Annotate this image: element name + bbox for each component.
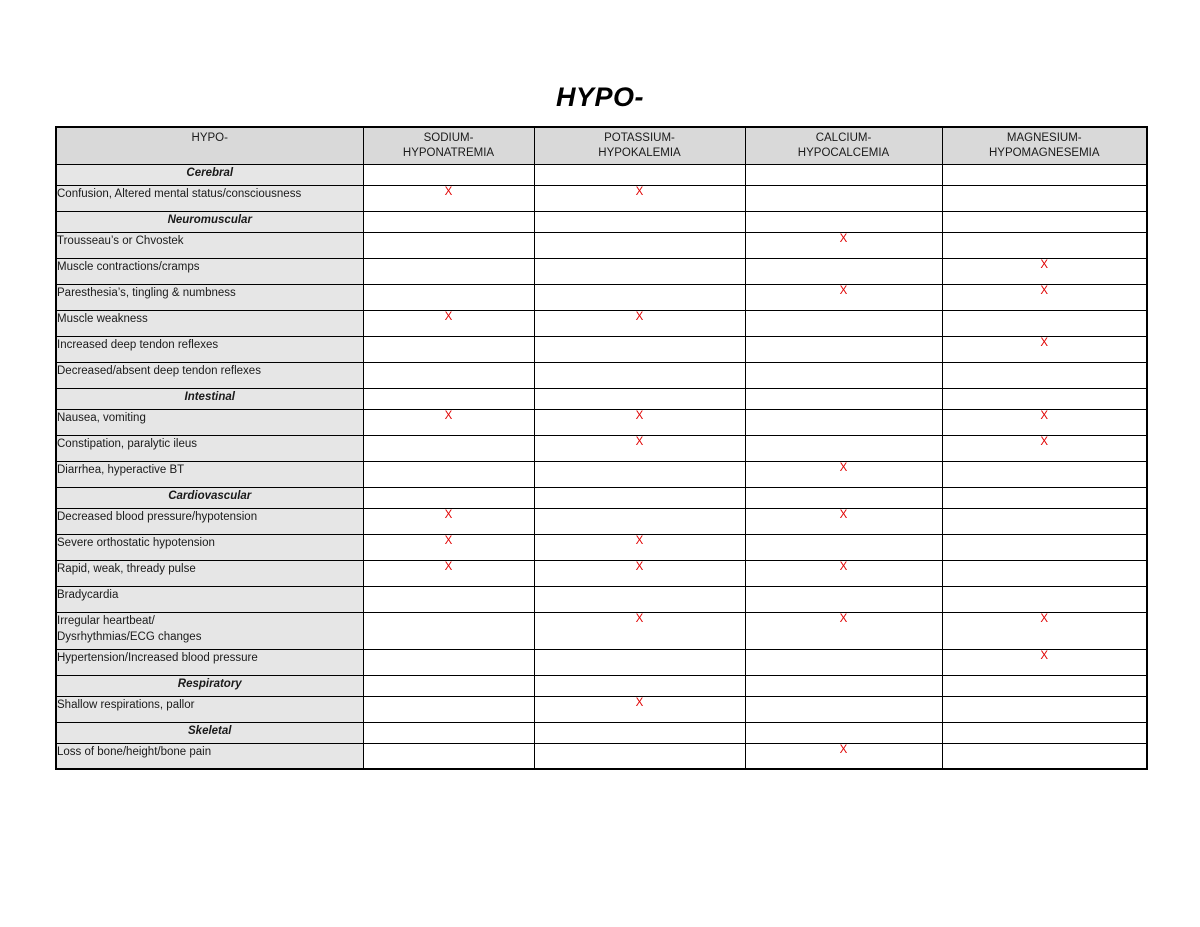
empty-cell	[942, 487, 1147, 508]
symptom-label-line: Dysrhythmias/ECG changes	[57, 630, 202, 643]
empty-cell	[745, 388, 942, 409]
empty-cell	[363, 284, 534, 310]
table-row	[56, 696, 1147, 722]
section-label: Cardiovascular	[56, 487, 363, 508]
symptom-label: Trousseau’s or Chvostek	[56, 232, 363, 258]
empty-cell	[534, 258, 745, 284]
x-mark: X	[745, 284, 942, 310]
empty-cell	[942, 586, 1147, 612]
empty-cell	[745, 310, 942, 336]
empty-cell	[745, 435, 942, 461]
empty-cell	[745, 487, 942, 508]
section-label: Skeletal	[56, 722, 363, 743]
symptom-label-line: Irregular heartbeat/	[57, 614, 155, 627]
x-mark: X	[745, 612, 942, 649]
header-cell-calcium	[745, 127, 942, 164]
empty-cell	[942, 675, 1147, 696]
empty-cell	[745, 675, 942, 696]
symptom-label: Increased deep tendon reflexes	[56, 336, 363, 362]
table-row	[56, 185, 1147, 211]
empty-cell	[363, 675, 534, 696]
header-line: SODIUM-	[423, 132, 474, 144]
table-row	[56, 612, 1147, 649]
header-line: HYPOCALCEMIA	[797, 147, 890, 159]
empty-cell	[745, 649, 942, 675]
empty-cell	[363, 649, 534, 675]
section-label: Respiratory	[56, 675, 363, 696]
symptom-label: Muscle contractions/cramps	[56, 258, 363, 284]
x-mark: X	[745, 232, 942, 258]
empty-cell	[534, 362, 745, 388]
empty-cell	[745, 211, 942, 232]
empty-cell	[942, 232, 1147, 258]
symptom-label	[56, 612, 363, 649]
x-mark: X	[942, 435, 1147, 461]
header-cell-magnesium	[942, 127, 1147, 164]
empty-cell	[363, 435, 534, 461]
table-row	[56, 534, 1147, 560]
x-mark: X	[745, 560, 942, 586]
x-mark: X	[534, 310, 745, 336]
empty-cell	[534, 388, 745, 409]
symptom-label: Constipation, paralytic ileus	[56, 435, 363, 461]
empty-cell	[363, 743, 534, 769]
empty-cell	[363, 232, 534, 258]
x-mark: X	[942, 649, 1147, 675]
empty-cell	[363, 461, 534, 487]
table-row	[56, 461, 1147, 487]
x-mark: X	[534, 534, 745, 560]
empty-cell	[363, 388, 534, 409]
empty-cell	[942, 534, 1147, 560]
x-mark: X	[534, 612, 745, 649]
table-row	[56, 362, 1147, 388]
page-title: HYPO-	[555, 82, 644, 112]
x-mark: X	[534, 435, 745, 461]
table-row	[56, 743, 1147, 769]
table-row	[56, 232, 1147, 258]
electrolyte-symptom-table	[55, 126, 1148, 770]
empty-cell	[363, 612, 534, 649]
header-line: HYPOMAGNESEMIA	[988, 147, 1100, 159]
x-mark: X	[363, 560, 534, 586]
x-mark: X	[942, 284, 1147, 310]
section-row	[56, 211, 1147, 232]
empty-cell	[363, 487, 534, 508]
header-line: MAGNESIUM-	[1006, 132, 1082, 144]
empty-cell	[745, 258, 942, 284]
section-row	[56, 722, 1147, 743]
empty-cell	[745, 336, 942, 362]
symptom-label: Muscle weakness	[56, 310, 363, 336]
empty-cell	[942, 743, 1147, 769]
x-mark: X	[363, 508, 534, 534]
empty-cell	[363, 211, 534, 232]
empty-cell	[534, 336, 745, 362]
table-header-row	[56, 127, 1147, 164]
table-body	[56, 164, 1147, 769]
header-line: CALCIUM-	[815, 132, 872, 144]
x-mark: X	[745, 461, 942, 487]
x-mark: X	[363, 310, 534, 336]
table-row	[56, 336, 1147, 362]
empty-cell	[534, 743, 745, 769]
x-mark: X	[363, 409, 534, 435]
empty-cell	[363, 586, 534, 612]
x-mark: X	[363, 185, 534, 211]
symptom-label: Shallow respirations, pallor	[56, 696, 363, 722]
x-mark: X	[942, 409, 1147, 435]
empty-cell	[534, 649, 745, 675]
empty-cell	[745, 185, 942, 211]
x-mark: X	[363, 534, 534, 560]
empty-cell	[745, 534, 942, 560]
table-row	[56, 284, 1147, 310]
empty-cell	[534, 211, 745, 232]
table-row	[56, 508, 1147, 534]
empty-cell	[942, 211, 1147, 232]
section-label: Neuromuscular	[56, 211, 363, 232]
table-row	[56, 409, 1147, 435]
header-line: HYPO-	[191, 132, 228, 144]
section-label: Intestinal	[56, 388, 363, 409]
empty-cell	[534, 164, 745, 185]
table-row	[56, 560, 1147, 586]
table-row	[56, 586, 1147, 612]
header-cell-category	[56, 127, 363, 164]
empty-cell	[534, 487, 745, 508]
section-row	[56, 487, 1147, 508]
empty-cell	[363, 696, 534, 722]
empty-cell	[942, 722, 1147, 743]
symptom-label: Loss of bone/height/bone pain	[56, 743, 363, 769]
empty-cell	[363, 164, 534, 185]
empty-cell	[534, 675, 745, 696]
header-cell-potassium	[534, 127, 745, 164]
empty-cell	[942, 310, 1147, 336]
symptom-label: Severe orthostatic hypotension	[56, 534, 363, 560]
x-mark: X	[534, 560, 745, 586]
x-mark: X	[942, 612, 1147, 649]
section-row	[56, 675, 1147, 696]
x-mark: X	[534, 185, 745, 211]
symptom-label: Rapid, weak, thready pulse	[56, 560, 363, 586]
empty-cell	[942, 185, 1147, 211]
empty-cell	[745, 362, 942, 388]
empty-cell	[534, 461, 745, 487]
empty-cell	[942, 696, 1147, 722]
table-row	[56, 649, 1147, 675]
table-row	[56, 435, 1147, 461]
symptom-label: Bradycardia	[56, 586, 363, 612]
empty-cell	[534, 722, 745, 743]
empty-cell	[363, 336, 534, 362]
empty-cell	[942, 388, 1147, 409]
symptom-label: Nausea, vomiting	[56, 409, 363, 435]
empty-cell	[363, 362, 534, 388]
empty-cell	[534, 232, 745, 258]
empty-cell	[534, 284, 745, 310]
empty-cell	[745, 722, 942, 743]
x-mark: X	[942, 258, 1147, 284]
x-mark: X	[534, 696, 745, 722]
empty-cell	[942, 560, 1147, 586]
symptom-label: Decreased blood pressure/hypotension	[56, 508, 363, 534]
section-row	[56, 164, 1147, 185]
symptom-label: Paresthesia’s, tingling & numbness	[56, 284, 363, 310]
empty-cell	[534, 508, 745, 534]
empty-cell	[363, 722, 534, 743]
empty-cell	[942, 164, 1147, 185]
header-line: HYPOKALEMIA	[598, 147, 681, 159]
empty-cell	[745, 164, 942, 185]
empty-cell	[534, 586, 745, 612]
table-row	[56, 310, 1147, 336]
section-label: Cerebral	[56, 164, 363, 185]
section-row	[56, 388, 1147, 409]
symptom-label: Diarrhea, hyperactive BT	[56, 461, 363, 487]
header-cell-sodium	[363, 127, 534, 164]
empty-cell	[942, 362, 1147, 388]
x-mark: X	[942, 336, 1147, 362]
empty-cell	[745, 409, 942, 435]
empty-cell	[942, 461, 1147, 487]
empty-cell	[745, 696, 942, 722]
x-mark: X	[745, 508, 942, 534]
empty-cell	[745, 586, 942, 612]
x-mark: X	[745, 743, 942, 769]
symptom-label: Hypertension/Increased blood pressure	[56, 649, 363, 675]
symptom-label: Confusion, Altered mental status/consciousness	[56, 185, 363, 211]
symptom-label: Decreased/absent deep tendon reflexes	[56, 362, 363, 388]
empty-cell	[942, 508, 1147, 534]
table-row	[56, 258, 1147, 284]
header-line: HYPONATREMIA	[402, 147, 495, 159]
header-line: POTASSIUM-	[604, 132, 675, 144]
empty-cell	[363, 258, 534, 284]
x-mark: X	[534, 409, 745, 435]
